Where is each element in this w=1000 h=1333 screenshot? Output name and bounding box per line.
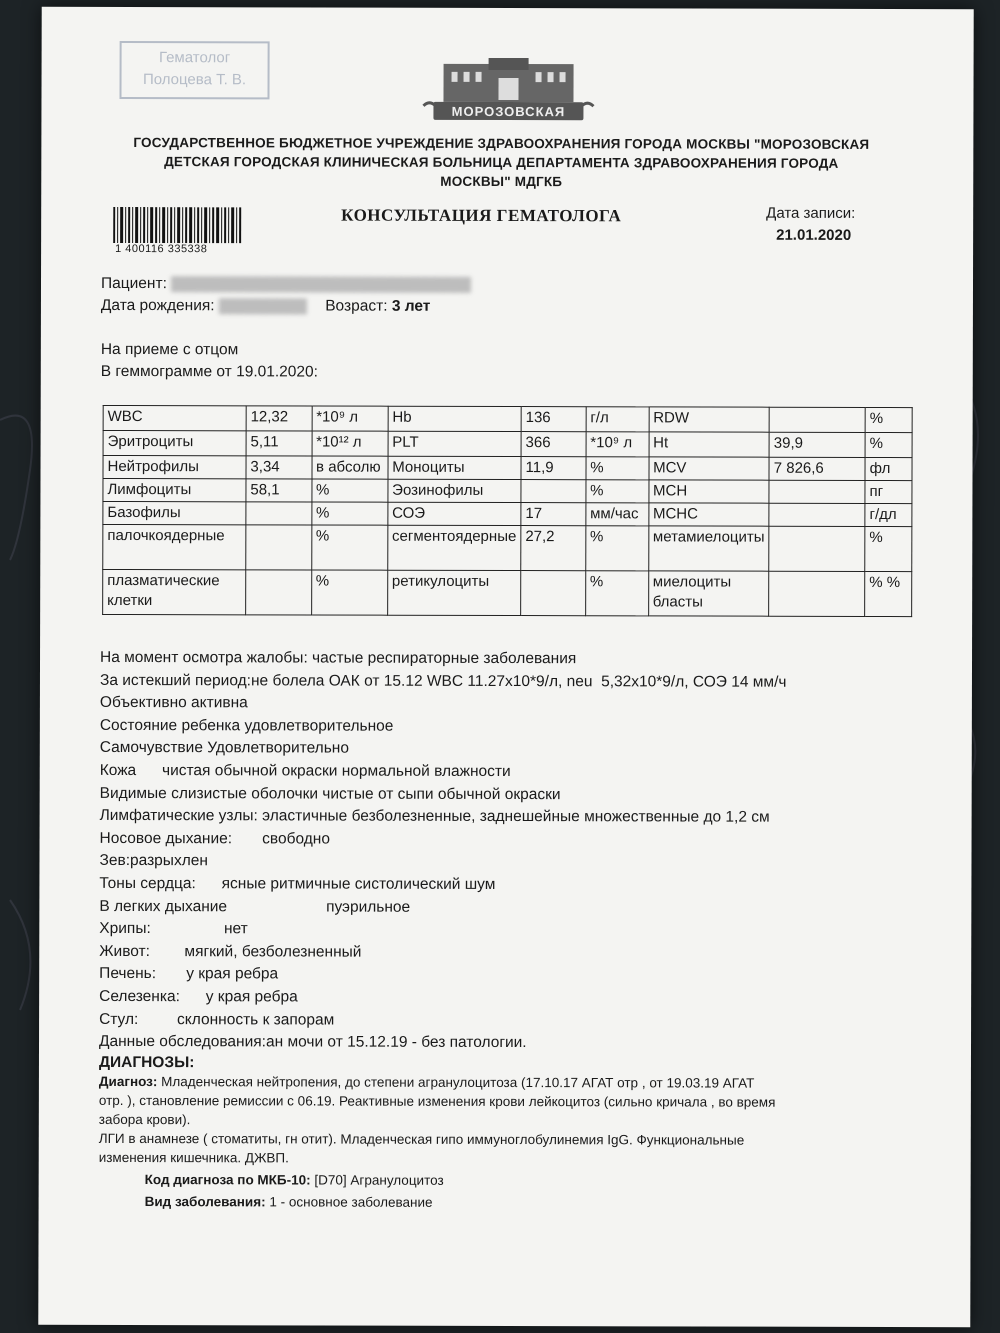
exam-line: На момент осмотра жалобы: частые респираторные заболевания: [100, 648, 577, 668]
lab-cell: 58,1: [246, 479, 312, 502]
diagnosis-label: Диагноз:: [98, 1073, 158, 1090]
lab-cell: 11,9: [521, 457, 586, 480]
icd-value: [D70] Агранулоцитоз: [314, 1172, 444, 1188]
lab-cell: метамиелоциты: [648, 526, 769, 571]
patient-line: [101, 275, 471, 294]
lab-cell: мм/час: [586, 503, 649, 526]
diagnosis-text-1: Младенческая нейтропения, до степени агранулоцитоза (17.10.17 АГАТ отр , от 19.03.19 АГАТ: [161, 1074, 755, 1091]
exam-line: Тоны сердца: ясные ритмичные систолический шум: [99, 874, 496, 893]
exam-line: Хрипы: нет: [99, 920, 248, 938]
age-value: 3 лет: [391, 297, 431, 315]
diagnosis-text-4: ЛГИ в анамнезе ( стоматиты, гн отит). Младенческая гипо иммуноглобулинемия IgG. Функциональные: [98, 1130, 745, 1148]
lab-cell: [246, 570, 312, 615]
diagnosis-text-2: отр. ), становление ремиссии с 06.19. Реактивные изменения крови лейкоцитоз (сильно кричала , во время: [98, 1092, 776, 1110]
exam-line: Объективно активна: [99, 694, 248, 712]
lab-cell: Эозинофилы: [388, 479, 521, 502]
exam-line: Печень: у края ребра: [99, 965, 279, 983]
lab-cell: Моноциты: [388, 456, 521, 479]
lab-cell: г/л: [586, 407, 649, 432]
record-date-value: 21.01.2020: [776, 226, 852, 244]
exam-line: Состояние ребенка удовлетворительное: [99, 716, 394, 735]
lab-cell: в абсолю: [312, 456, 388, 479]
diagnoses-section: [99, 1053, 929, 1213]
lab-cell: %: [586, 457, 649, 480]
document-title: КОНСУЛЬТАЦИЯ ГЕМАТОЛОГА: [341, 205, 622, 226]
lab-row: [103, 569, 912, 616]
lab-cell: MCHC: [648, 503, 769, 526]
lab-cell: 366: [521, 432, 586, 457]
lab-cell: %: [586, 480, 649, 503]
intro-line-2: В геммограмме от 19.01.2020:: [100, 362, 319, 381]
exam-line: За истекший период:не болела ОАК от 15.12 WBC 11.27х10*9/л, neu 5,32х10*9/л, СОЭ 14 мм/ч: [99, 671, 787, 691]
disease-type-label: Вид заболевания:: [144, 1194, 266, 1210]
record-date-label: Дата записи:: [766, 204, 856, 222]
lab-cell: MCV: [649, 457, 770, 480]
lab-cell: %: [865, 432, 912, 457]
lab-cell: 12,32: [246, 406, 312, 431]
exam-line: Кожа чистая обычной окраски нормальной влажности: [99, 761, 511, 780]
lab-cell: [246, 525, 312, 570]
diagnosis-text-3: забора крови).: [98, 1111, 191, 1128]
exam-line: Зев:разрыхлен: [99, 852, 208, 870]
intro-line-1: На приеме с отцом: [100, 340, 239, 359]
lab-cell: % %: [865, 571, 912, 616]
diagnoses-heading: ДИАГНОЗЫ:: [98, 1053, 195, 1072]
lab-cell: 39,9: [769, 432, 865, 457]
exam-line: Самочувствие Удовлетворительно: [99, 739, 350, 757]
redacted-name: [171, 276, 471, 293]
lab-cell: [769, 571, 865, 616]
lab-cell: [769, 503, 865, 526]
exam-line: Лимфатические узлы: эластичные безболезненные, заднешейные множественные до 1,2 см: [99, 807, 770, 826]
lab-cell: [521, 480, 586, 503]
lab-cell: %: [865, 407, 912, 432]
lab-cell: %: [585, 571, 648, 616]
lab-cell: [769, 480, 865, 503]
lab-cell: *10⁹ л: [312, 406, 388, 431]
doctor-stamp: Гематолог Полоцева Т. В.: [119, 41, 269, 99]
lab-cell: *10¹² л: [312, 431, 388, 456]
exam-line: Живот: мягкий, безболезненный: [99, 942, 362, 961]
lab-cell: сегментоядерные: [387, 525, 520, 570]
logo-text: МОРОЗОВСКАЯ: [451, 103, 566, 120]
lab-cell: миелоциты бласты: [648, 571, 769, 616]
lab-cell: ретикулоциты: [387, 570, 520, 615]
disease-type-value: 1 - основное заболевание: [269, 1194, 433, 1210]
lab-cell: [769, 526, 865, 571]
lab-cell: %: [865, 526, 912, 571]
lab-cell: WBC: [103, 405, 246, 430]
barcode: [113, 207, 243, 243]
lab-cell: Базофилы: [103, 501, 246, 524]
lab-cell: фл: [865, 457, 912, 480]
diagnosis-text-5: изменения кишечника. ДЖВП.: [98, 1149, 289, 1166]
lab-cell: [769, 407, 865, 432]
exam-line: Стул: склонность к запорам: [99, 1010, 335, 1029]
lab-cell: Ht: [649, 432, 770, 457]
hemogram-table: [102, 405, 913, 617]
exam-line: В легких дыхание пуэрильное: [99, 897, 411, 916]
lab-row: [103, 405, 912, 432]
lab-cell: Hb: [388, 406, 521, 431]
examination-notes: [99, 647, 920, 1056]
barcode-number: 1 400116 335338: [115, 242, 208, 256]
institution-header: ГОСУДАРСТВЕННОЕ БЮДЖЕТНОЕ УЧРЕЖДЕНИЕ ЗДРАВООХРАНЕНИЯ ГОРОДА МОСКВЫ "МОРОЗОВСКАЯ ДЕТСКАЯ ГОРОДСКАЯ КЛИНИЧЕСКАЯ БОЛЬНИЦА ДЕПАРТАМЕНТА ЗДРАВООХРАНЕНИЯ ГОРОДА МОСКВЫ" МДГКБ: [133, 135, 870, 190]
document-page: [38, 7, 973, 1327]
lab-cell: 5,11: [246, 431, 312, 456]
redacted-dob: [219, 298, 307, 314]
hospital-logo: [403, 56, 613, 129]
lab-cell: Нейтрофилы: [103, 455, 246, 478]
lab-cell: 7 826,6: [769, 457, 865, 480]
lab-cell: 3,34: [246, 456, 312, 479]
exam-line: Данные обследования:ан мочи от 15.12.19 - без патологии.: [98, 1033, 527, 1052]
exam-line: Носовое дыхание: свободно: [99, 829, 331, 848]
lab-cell: [521, 571, 586, 616]
age-label: Возраст:: [325, 297, 388, 315]
lab-cell: 17: [521, 503, 586, 526]
lab-cell: 27,2: [521, 526, 586, 571]
lab-cell: %: [311, 479, 387, 502]
exam-line: Селезенка: у края ребра: [99, 987, 298, 1006]
lab-cell: MCH: [649, 480, 770, 503]
lab-cell: палочкоядерные: [103, 524, 246, 569]
lab-cell: Лимфоциты: [103, 478, 246, 501]
lab-cell: PLT: [388, 431, 521, 456]
lab-row: [103, 455, 912, 480]
dob-label: Дата рождения:: [100, 296, 215, 315]
lab-cell: %: [311, 525, 387, 570]
lab-cell: %: [585, 526, 648, 571]
lab-cell: RDW: [649, 407, 770, 432]
lab-cell: *10⁹ л: [586, 432, 649, 457]
lab-cell: %: [311, 502, 387, 525]
lab-cell: г/дл: [865, 503, 912, 526]
lab-row: [103, 430, 912, 457]
icd-label: Код диагноза по МКБ-10:: [144, 1172, 311, 1188]
lab-cell: Эритроциты: [103, 430, 246, 455]
exam-line: Видимые слизистые оболочки чистые от сыпи обычной окраски: [99, 784, 561, 803]
patient-label: Пациент:: [100, 274, 167, 293]
lab-cell: [246, 502, 312, 525]
lab-row: [103, 501, 912, 526]
lab-cell: пг: [865, 480, 912, 503]
lab-row: [103, 478, 912, 503]
lab-cell: плазматические клетки: [103, 569, 246, 614]
lab-cell: 136: [521, 407, 586, 432]
lab-row: [103, 524, 912, 571]
lab-cell: СОЭ: [388, 502, 521, 525]
dob-line: [101, 297, 431, 316]
lab-cell: %: [311, 570, 387, 615]
